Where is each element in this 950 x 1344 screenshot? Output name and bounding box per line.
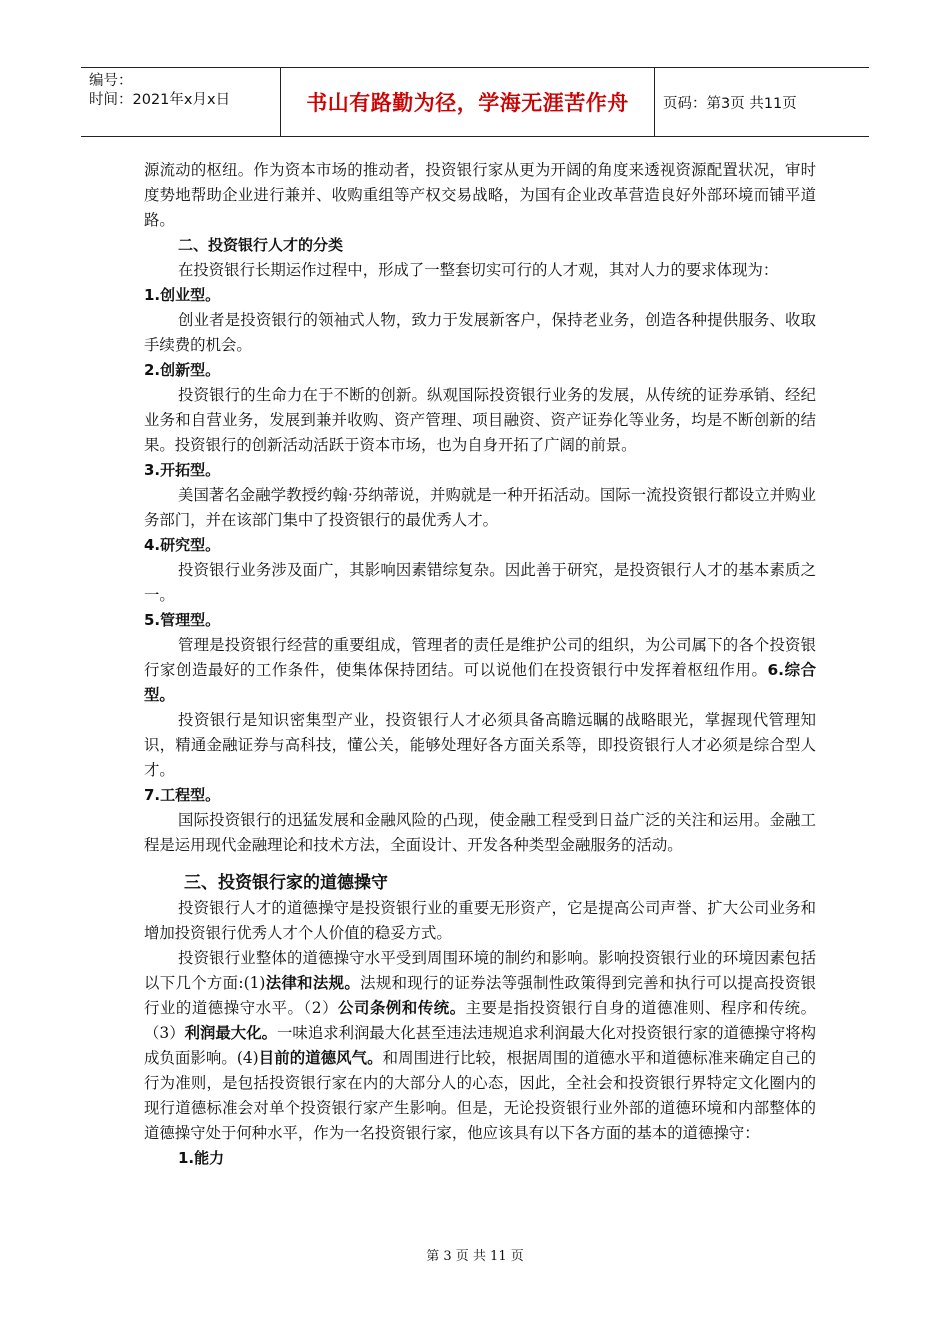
- env-text-e: 和周围进行比较，根据周围的道德水平和道德标准来确定自己的行为准则，是包括投资银行家在内的大部分人的心态，因此，全社会和投资银行界特定文化圈内的现行道德标准会对单个投资银行家产生影响。但是，无论投资银行业外部的道德环境和内部整体的道德操守处于何种水平，作为一名投资银行家，他应该具有以下各方面的基本的道德操守：: [144, 1049, 816, 1142]
- type-2-paragraph: 投资银行的生命力在于不断的创新。纵观国际投资银行业务的发展，从传统的证券承销、经纪业务和自营业务，发展到兼并收购、资产管理、项目融资、资产证券化等业务，均是不断创新的结果。投资银行的创新活动活跃于资本市场，也为自身开拓了广阔的前景。: [144, 386, 816, 454]
- type-5-heading: 5.管理型。: [144, 611, 221, 629]
- ability-heading: 1.能力: [178, 1149, 225, 1167]
- type-7-paragraph: 国际投资银行的迅猛发展和金融风险的凸现，使金融工程受到日益广泛的关注和运用。金融工程是运用现代金融理论和技术方法，全面设计、开发各种类型金融服务的活动。: [144, 811, 816, 854]
- type-4-heading: 4.研究型。: [144, 536, 221, 554]
- factor-company-rules: 公司条例和传统。: [338, 999, 466, 1017]
- section-3-heading: 三、投资银行家的道德操守: [184, 873, 388, 893]
- factor-profit: 利润最大化。: [184, 1024, 278, 1042]
- header-motto: 书山有路勤为径，学海无涯苦作舟: [281, 68, 655, 136]
- type-6-paragraph: 投资银行是知识密集型产业，投资银行人才必须具备高瞻远瞩的战略眼光，掌握现代管理知识，精通金融证券与高科技，懂公关，能够处理好各方面关系等，即投资银行人才必须是综合型人才。: [144, 711, 816, 779]
- type-1-paragraph: 创业者是投资银行的领袖式人物，致力于发展新客户，保持老业务，创造各种提供服务、收取手续费的机会。: [144, 311, 816, 354]
- type-5-text: 管理是投资银行经营的重要组成，管理者的责任是维护公司的组织，为公司属下的各个投资银行家创造最好的工作条件，使集体保持团结。可以说他们在投资银行中发挥着枢纽作用。: [144, 636, 816, 679]
- type-4-paragraph: 投资银行业务涉及面广，其影响因素错综复杂。因此善于研究，是投资银行人才的基本素质之一。: [144, 561, 816, 604]
- type-3-paragraph: 美国著名金融学教授约翰·芬纳蒂说，并购就是一种开拓活动。国际一流投资银行都设立并购业务部门，并在该部门集中了投资银行的最优秀人才。: [144, 486, 816, 529]
- type-1-heading: 1.创业型。: [144, 286, 221, 304]
- type-3-heading: 3.开拓型。: [144, 461, 221, 479]
- type-5-paragraph: [144, 633, 816, 708]
- section-2-intro: 在投资银行长期运作过程中，形成了一整套切实可行的人才观，其对人力的要求体现为：: [178, 261, 779, 279]
- factor-law: 法律和法规。: [265, 974, 361, 992]
- type-2-heading: 2.创新型。: [144, 361, 221, 379]
- header-time: 时间：2021年x月x日: [89, 92, 231, 108]
- intro-paragraph: 源流动的枢纽。作为资本市场的推动者，投资银行家从更为开阔的角度来透视资源配置状况，审时度势地帮助企业进行兼并、收购重组等产权交易战略，为国有企业改革营造良好外部环境而铺平道路。: [144, 161, 816, 229]
- env-text-a: 投资银行业整体的道德操守水平受到周围环境的制约和影响。影响投资银行业的环境因素包括以下几个方面:(1): [144, 949, 816, 992]
- section-3-paragraph-1: 投资银行人才的道德操守是投资银行业的重要无形资产，它是提高公司声誉、扩大公司业务和增加投资银行优秀人才个人价值的稳妥方式。: [144, 899, 816, 942]
- type-6-heading: 6.综合型。: [144, 661, 816, 704]
- page-header: [81, 67, 869, 137]
- header-meta: [81, 68, 281, 136]
- env-text-c: 主要是指投资银行自身的道德准则、程序和传统。（3）: [144, 999, 816, 1042]
- env-text-b: 法规和现行的证券法等强制性政策得到完善和执行可以提高投资银行业的道德操守水平。（2）: [144, 974, 816, 1017]
- section-3-paragraph-2: [144, 946, 816, 1146]
- document-body: [144, 158, 816, 1171]
- header-page-number: 页码：第3页 共11页: [663, 95, 797, 112]
- page-footer: 第 3 页 共 11 页: [426, 1249, 524, 1264]
- env-text-d: 一味追求利润最大化甚至违法违规追求利润最大化对投资银行家的道德操守将构成负面影响。(4): [144, 1024, 816, 1067]
- type-7-heading: 7.工程型。: [144, 786, 221, 804]
- section-2-heading: 二、投资银行人才的分类: [178, 236, 344, 254]
- factor-ethics-climate: 目前的道德风气。: [258, 1049, 383, 1067]
- header-number: 编号：: [89, 73, 133, 89]
